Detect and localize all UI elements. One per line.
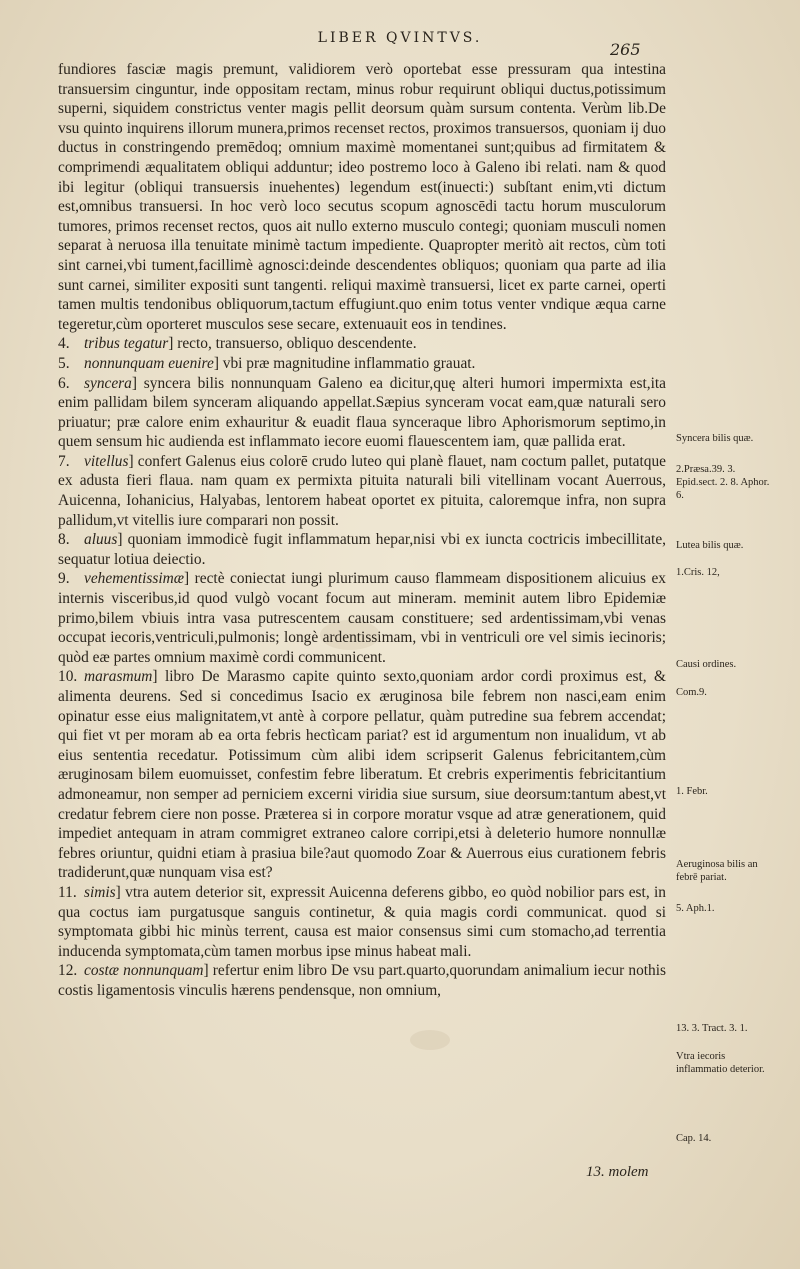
margin-note: 1.Cris. 12, [676,567,720,578]
margin-note: Causi ordines. [676,659,737,670]
margin-note: 5. Aph.1. [676,903,715,914]
lemma-text: ] recto, transuerso, obliquo descendente. [168,335,417,353]
lemma-12 [58,961,666,1000]
main-text-column [58,60,666,1001]
lemma-text: ] syncera bilis nonnunquam Galeno ea dicitur,quę alteri humori impermixta est,ita enim pallidam bilem synceram aliquando appellat.Sæpius synceram vocat eam,quæ naturali sero priuatur; præ calore enim exhauritur & euadit flaua synceraque libro Aphorismorum septimo,in quem sensum hic audienda est inflammato iecore euomi flauescentem iam, quæ pallida erat. [58,374,666,451]
lemma-word: syncera [84,374,132,392]
lemma-text: ] rectè coniectat iungi plurimum causo flammeam dispositionem alicuius ex internis visceribus,id quod vulgò vocant focum aut mineram. meminit autem libro Epidemiæ primo,bilem vbiuis intra vasa putrescentem causam constituere; sed ardentissimam,vbi venas occupat iecoris,ventriculi,pulmonis; longè ardentissimam, vbi in ventriculi ore vel simis iecinoris; quòd eæ partes omnium maximè cordi communicent. [58,570,666,666]
lemma-4 [58,334,666,354]
lemma-11 [58,883,666,961]
running-head: LIBER QVINTVS. [317,30,483,46]
lemma-text: ] vtra autem deterior sit, expressit Auicenna deferens gibbo, eo quòd nobilior pars est, in qua coctus iam purgatusque sanguis continetur, & quia magis cordi communicat. quod si symptomata gibbi hic minùs terrent, causa est maior consensus simi cum stomacho,ad terrentia inducenda symptomata,cùm tamen morbus ipse minus habeat mali. [58,883,666,960]
lemma-text: ] refertur enim libro De vsu part.quarto,quorundam animalium iecur nothis costis ligamentosis vinculis hærens pendensque, non omnium, [58,962,667,999]
lemma-10 [58,667,666,883]
lemma-word: nonnunquam euenire [84,354,214,372]
lemma-number: 10. [58,668,78,686]
lemma-number: 4. [58,335,70,353]
margin-note: 1. Febr. [676,786,708,797]
lemma-number: 5. [58,354,70,372]
lemma-word: costæ nonnunquam [84,962,204,980]
lemma-number: 11. [58,883,77,901]
lemma-6 [58,374,666,452]
margin-note: Vtra iecoris inflammatio deterior. [676,1051,765,1075]
lemma-word: vehementissimæ [84,570,185,588]
margin-note: 13. 3. Tract. 3. 1. [676,1023,748,1034]
lemma-word: simis [84,883,116,901]
lemma-word: tribus tegatur [84,335,169,353]
lemma-number: 8. [58,531,70,549]
paper-stain [410,1030,450,1050]
lemma-7 [58,452,666,530]
lemma-word: marasmum [84,668,153,686]
lemma-word: vitellus [84,452,129,470]
lemma-text: ] vbi præ magnitudine inflammatio grauat. [213,354,476,372]
paragraph: fundiores fasciæ magis premunt, validiorem verò oportebat esse pressuram qua intestina transuersim cinguntur, inde oppositam rectam, minus robur requirunt obliqui ductus,potissimum superni, siquidem constrictus venter magis pellit deorsum quàm sursum contenta. Verùm lib.De vsu quinto inquirens illorum munera,primos recenset rectos, proximos transuersos, quoniam ij duo ductus in constringendo premēdoq; omnium maximè momentanei sunt;quibus ad firmitatem & comprimendi æqualitatem obliqui adduntur; ideo postremo loco à Galeno ibi relati. nam & quod ibi legitur (obliqui transuersis inuehentes) legendum est(inuecti:) subſtant enim,vti dictum est,omnibus transuersi. In hoc verò loco secutus scopum agnoscēdi tactu horum musculorum tumores, primos recenset rectos, quos ait nullo externo musculo contegi; quoniam musculi nomen separat à neruosa illa tenuitate minimè tactum impediente. Quapropter meritò ait rectos, cùm toti sint carnei,vbi tument,facillimè agnosci:deinde descendentes obliquos; quoniam qua parte ad ilia sunt carnei, similiter expositi sunt tangenti. reliqui maximè transuersi, licet ex parte carnei, operti tamen multis tendonibus obliquorum,tactum effugiunt.quo enim totus venter vndique æqua carne tegeretur,cùm oporteret musculos sese secare, extenuauit eos in tendines. [58,61,666,333]
margin-note: Lutea bilis quæ. [676,540,744,551]
margin-note: Aeruginosa bilis an febrē pariat. [676,859,758,883]
margin-note: Cap. 14. [676,1133,712,1144]
lemma-text: ] libro De Marasmo capite quinto sexto,quoniam ardor cordi proximus est, & alimenta deurens. Sed si concedimus Isacio ex æruginosa bile febrem non nasci,eam enim opinatur esse eius malignitatem,vt antè à corpore pellatur, quàm putredine sua febrem accendat; qui fiet vt per moram ab ea orta febris hectìcam pariat? est id argumentum non inualidum, vt ab eius sententia recedatur. Potissimum cùm alibi idem scripserit Galenus febricitantem,cùm æruginosam bilem euomuisset, confestim febre liberatum. Et crebris experimentis febricitantium admoneamur, non semper ad perniciem excerni viridia siue sursum, siue deorsum:tantum abest,vt credatur febrem ciere non posse. Præterea si in corpore moratur vsque ad atræ generationem, quid impediet antequam in atram commigret extraneo calore corripi,etsi à deleterio humore nonnullæ febres oriuntur, quidni etiam à prasiua bile?aut quomodo Zoar & Auerrous eius curationem febris tradiderunt,quæ nunquam visa est? [58,668,666,882]
lemma-number: 12. [58,962,78,980]
lemma-number: 6. [58,374,70,392]
page-number: 265 [610,40,641,59]
lemma-number: 9. [58,570,70,588]
lemma-8 [58,530,666,569]
lemma-text: ] quoniam immodicè fugit inflammatum hepar,nisi vbi ex iuncta coctricis imbecillitate, sequatur lotiua deiectio. [58,531,666,568]
lemma-5 [58,354,666,374]
margin-note: Com.9. [676,687,707,698]
lemma-9 [58,569,666,667]
margin-note: 2.Præsa.39. 3. Epid.sect. 2. 8. Aphor. 6. [676,464,770,501]
lemma-number: 7. [58,452,70,470]
catchword: 13. molem [586,1164,649,1180]
margin-note: Syncera bilis quæ. [676,433,754,444]
lemma-text: ] confert Galenus eius colorē crudo luteo qui planè flauet, nam coctum pallet, putatque ex adusta fieri flaua. nam quam ex permixta pituita naturali bili vitellinam vocant Auerrous, Auicenna, Iohanicius, Halyabas, lentorem habeat oportet ex pituita, caloremque infra, non supra pallidum,vt vitellis iure comparari non possit. [58,452,666,529]
lemma-word: aluus [84,531,118,549]
